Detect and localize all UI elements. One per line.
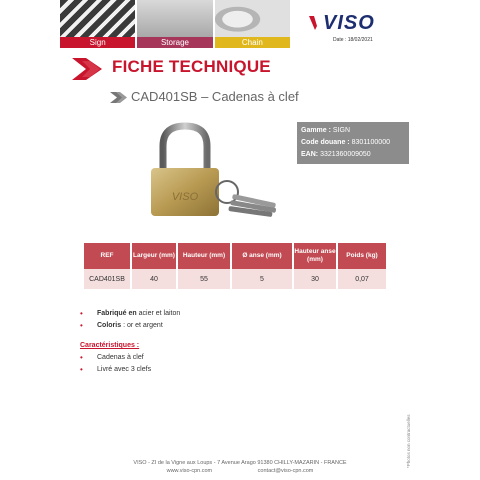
footer-website-link[interactable]: www.viso-cpn.com: [166, 468, 213, 474]
product-info-box: [297, 122, 409, 164]
footer-email-link[interactable]: contact@viso-cpn.com: [257, 468, 314, 474]
cell-hauteur: 55: [178, 269, 230, 289]
subtitle-arrow-icon: [110, 92, 128, 103]
cell-poids: 0,07: [338, 269, 386, 289]
header-largeur: Largeur (mm): [132, 243, 176, 269]
banner-label-sign: Sign: [60, 37, 135, 48]
title-arrow-icon: [72, 58, 106, 80]
features-list: [80, 308, 180, 332]
footer-contacts: [0, 468, 480, 474]
list-item: • Fabriqué en acier et laiton: [80, 308, 180, 320]
header-anse-diameter: Ø anse (mm): [232, 243, 292, 269]
table-row: [84, 269, 386, 289]
banner-tile-chain: [215, 0, 290, 48]
banner-label-chain: Chain: [215, 37, 290, 48]
cell-hauteur-anse: 30: [294, 269, 336, 289]
banner-label-storage: Storage: [137, 37, 212, 48]
photo-disclaimer: *Photos non contractuelles: [406, 414, 411, 468]
page-title: FICHE TECHNIQUE: [112, 57, 271, 76]
banner-tile-storage: [137, 0, 212, 48]
footer-address: VISO - ZI de la Vigne aux Loups - 7 Avenue Arago 91380 CHILLY-MAZARIN - FRANCE: [133, 460, 347, 466]
viso-logo-icon: [309, 16, 321, 30]
company-logo: VISO: [323, 12, 375, 34]
svg-text:VISO: VISO: [171, 191, 199, 203]
banner-tile-sign: [60, 0, 135, 48]
header-hauteur: Hauteur (mm): [178, 243, 230, 269]
padlock-image: [145, 122, 285, 222]
product-subtitle: CAD401SB – Cadenas à clef: [131, 89, 299, 104]
list-item: • Livré avec 3 clefs: [80, 364, 151, 376]
cell-anse-diameter: 5: [232, 269, 292, 289]
document-date: Date : 18/02/2021: [333, 37, 373, 43]
header-hauteur-anse: Hauteur anse (mm): [294, 243, 336, 269]
code-douane-line: Code douane : 8301100000: [301, 139, 390, 146]
cell-ref: CAD401SB: [84, 269, 130, 289]
caracteristiques-list: [80, 352, 151, 376]
spec-table-header-row: [84, 243, 386, 269]
gamme-line: Gamme : SIGN: [301, 127, 351, 134]
ean-line: EAN: 3321360009050: [301, 151, 371, 158]
cell-largeur: 40: [132, 269, 176, 289]
spec-table: [82, 243, 388, 289]
caracteristiques-title: Caractéristiques :: [80, 342, 140, 349]
header-banner: [60, 0, 290, 48]
list-item: • Cadenas à clef: [80, 352, 151, 364]
header-ref: REF: [84, 243, 130, 269]
list-item: • Coloris : or et argent: [80, 320, 180, 332]
header-poids: Poids (kg): [338, 243, 386, 269]
